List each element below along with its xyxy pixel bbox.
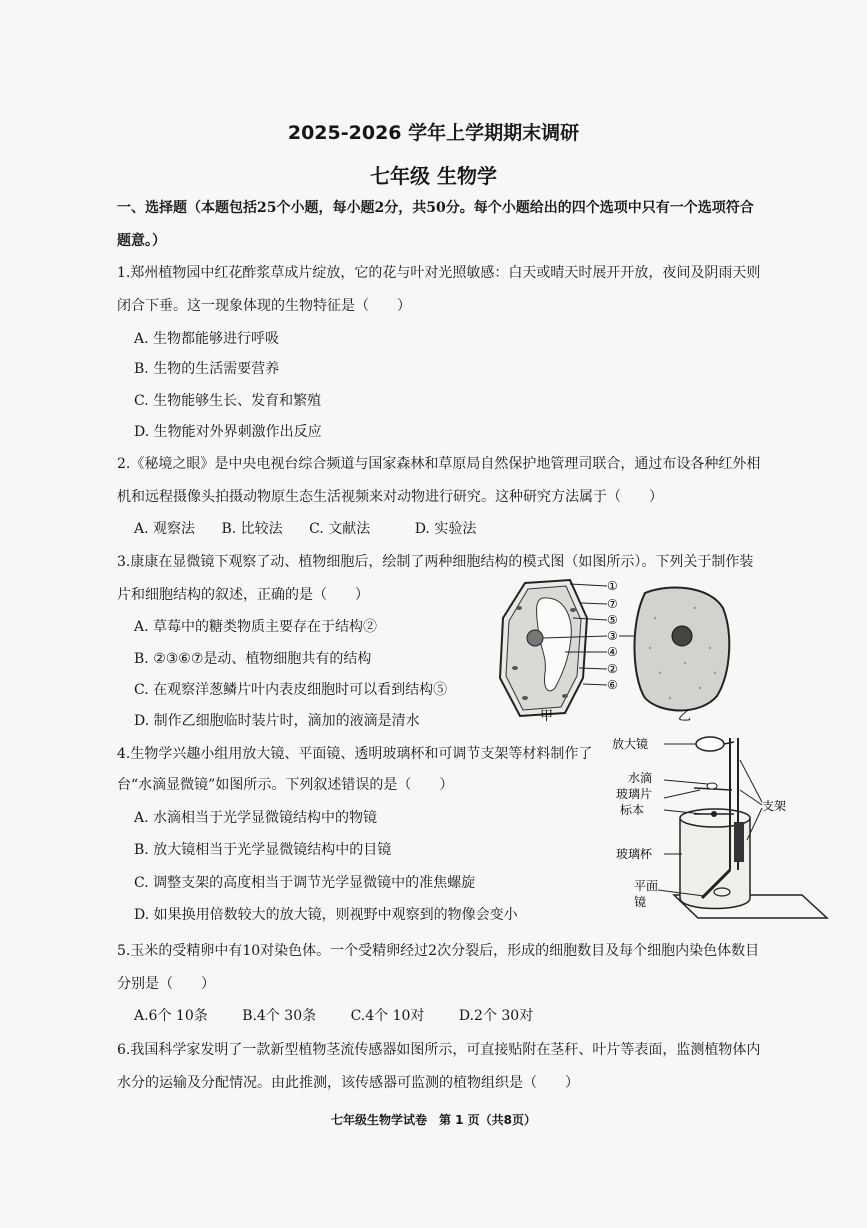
question-5-options: [134, 1005, 555, 1025]
exam-title: 2025-2026 学年上学期期末调研: [287, 122, 580, 144]
question-3-option-a: A. 草莓中的糖类物质主要存在于结构②: [134, 619, 378, 635]
question-6-stem: 6.我国科学家发明了一款新型植物茎流传感器如图所示，可直接贴附在茎秆、叶片等表面，监测植物体内: [117, 1042, 761, 1058]
label-glass-slide: 玻璃片: [616, 787, 653, 801]
question-4-option-d: D. 如果换用倍数较大的放大镜，则视野中观察到的物像会变小: [134, 907, 518, 923]
label-specimen: 标本: [620, 803, 645, 817]
structure-number-7: ⑦: [607, 597, 618, 611]
structure-number-1: ①: [607, 579, 618, 593]
question-4-option-b: B. 放大镜相当于光学显微镜结构中的目镜: [134, 842, 392, 858]
figure-label-jia: 甲: [540, 709, 554, 723]
question-2-option-b: B. 比较法: [221, 521, 283, 537]
question-4-stem-cont: 台“水滴显微镜”如图所示。下列叙述错误的是（ ）: [117, 777, 454, 793]
question-1-option-a: A. 生物都能够进行呼吸: [134, 331, 280, 347]
question-4-option-c: C. 调整支架的高度相当于调节光学显微镜中的准焦螺旋: [134, 875, 476, 891]
structure-number-5: ⑤: [607, 613, 618, 627]
question-5-option-b: B.4个 30条: [242, 1008, 317, 1024]
question-1-stem-cont: 闭合下垂。这一现象体现的生物特征是（ ）: [117, 298, 411, 314]
question-4-stem: 4.生物学兴趣小组用放大镜、平面镜、透明玻璃杯和可调节支架等材料制作了: [117, 746, 593, 762]
question-5-stem: 5.玉米的受精卵中有10对染色体。一个受精卵经过2次分裂后，形成的细胞数目及每个细胞内染色体数目: [117, 943, 760, 959]
label-magnifier: 放大镜: [612, 737, 649, 751]
question-4-option-a: A. 水滴相当于光学显微镜结构中的物镜: [134, 810, 378, 826]
animal-nucleus: [672, 626, 692, 646]
question-1-option-d: D. 生物能对外界刺激作出反应: [134, 424, 322, 440]
cell-diagram: [495, 578, 735, 723]
structure-number-3: ③: [607, 629, 618, 643]
question-1-option-c: C. 生物能够生长、发育和繁殖: [134, 393, 322, 409]
label-stand: 支架: [762, 799, 787, 813]
question-1-option-b: B. 生物的生活需要营养: [134, 361, 280, 377]
question-3-option-b: B. ②③⑥⑦是动、植物细胞共有的结构: [134, 651, 372, 667]
question-2-stem: 2.《秘境之眼》是中央电视台综合频道与国家森林和草原局自然保护地管理司联合，通过布设各种红外相: [117, 456, 761, 472]
question-3-option-d: D. 制作乙细胞临时装片时，滴加的液滴是清水: [134, 713, 420, 729]
figure-label-yi: 乙: [678, 709, 692, 723]
structure-number-2: ②: [607, 662, 618, 676]
structure-number-4: ④: [607, 645, 618, 659]
magnifier: [696, 737, 724, 751]
question-2-options: [134, 518, 498, 538]
question-2-stem-cont: 机和远程摄像头拍摄动物原生态生活视频来对动物进行研究。这种研究方法属于（ ）: [117, 489, 663, 505]
animal-cell: [634, 588, 729, 711]
question-2-option-a: A. 观察法: [134, 521, 196, 537]
question-6-stem-cont: 水分的运输及分配情况。由此推测，该传感器可监测的植物组织是（ ）: [117, 1075, 579, 1091]
page-footer: 七年级生物学试卷 第 1 页（共8页）: [330, 1113, 537, 1127]
exam-subtitle: 七年级 生物学: [370, 164, 497, 188]
question-5-option-c: C.4个 10对: [350, 1008, 425, 1024]
question-3-stem: 3.康康在显微镜下观察了动、植物细胞后，绘制了两种细胞结构的模式图（如图所示）。下列关于制作装: [117, 554, 754, 570]
question-1-stem: 1.郑州植物园中红花酢浆草成片绽放，它的花与叶对光照敏感：白天或晴天时展开开放，夜间及阴雨天则: [117, 265, 761, 281]
label-mirror-1: 平面: [634, 879, 659, 893]
question-5-option-d: D.2个 30对: [458, 1008, 534, 1024]
question-2-option-c: C. 文献法: [309, 521, 371, 537]
section-heading-cont: 题意。）: [117, 233, 166, 249]
label-mirror-2: 镜: [634, 895, 647, 909]
water-drop-microscope-diagram: [612, 730, 840, 922]
label-water-drop: 水滴: [628, 771, 653, 785]
question-3-option-c: C. 在观察洋葱鳞片叶内表皮细胞时可以看到结构⑤: [134, 682, 448, 698]
question-2-option-d: D. 实验法: [414, 521, 477, 537]
structure-number-6: ⑥: [607, 678, 618, 692]
section-heading: 一、选择题（本题包括25个小题，每小题2分，共50分。每个小题给出的四个选项中只有一个选项符合: [117, 200, 754, 216]
label-glass-cup: 玻璃杯: [616, 847, 653, 861]
question-5-option-a: A.6个 10条: [134, 1008, 208, 1024]
plant-nucleus: [527, 630, 543, 646]
question-3-stem-cont: 片和细胞结构的叙述，正确的是（ ）: [117, 587, 369, 603]
question-5-stem-cont: 分别是（ ）: [117, 976, 215, 992]
